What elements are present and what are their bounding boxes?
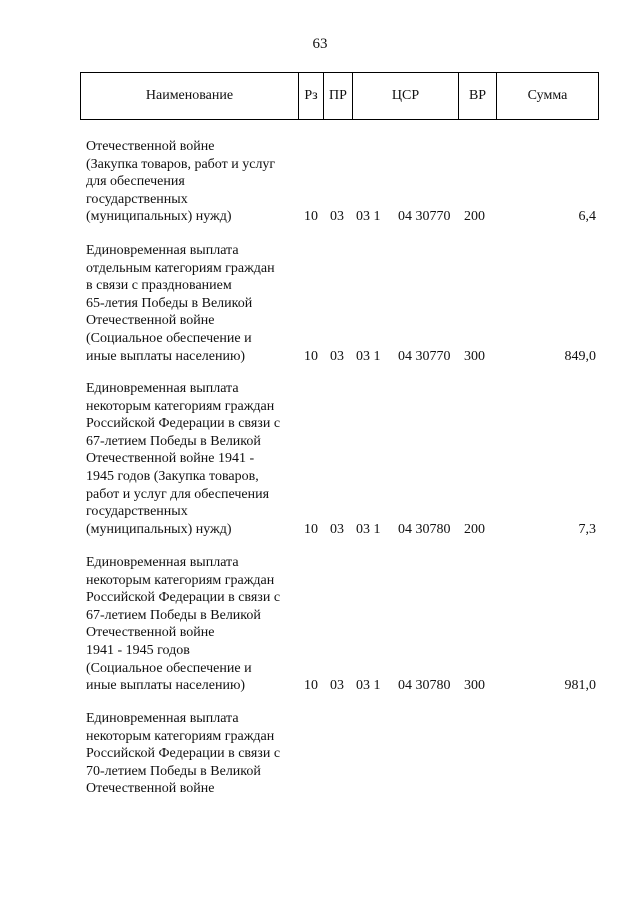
cell-rz: 10	[304, 209, 318, 225]
cell-csr-code: 04 30770	[398, 209, 451, 225]
description-line: иные выплаты населению)	[86, 678, 246, 694]
description-line: некоторым категориям граждан	[86, 728, 275, 744]
description-line: отдельным категориям граждан	[86, 260, 275, 276]
description-line: 65-летия Победы в Великой	[86, 295, 253, 311]
description-line: государственных	[86, 191, 188, 207]
table-row	[86, 242, 600, 365]
table-header	[80, 72, 599, 120]
table-row	[86, 710, 600, 798]
description-line: Российской Федерации в связи с	[86, 590, 281, 606]
description-line: 67-летием Победы в Великой	[86, 433, 261, 449]
cell-pr: 03	[330, 209, 344, 225]
header-name: Наименование	[81, 73, 299, 119]
cell-sum: 7,3	[578, 521, 596, 537]
cell-csr-program: 03 1	[356, 521, 381, 537]
description-line: (Социальное обеспечение и	[86, 330, 252, 346]
description-line: (муниципальных) нужд)	[86, 521, 232, 537]
description-line: (Закупка товаров, работ и услуг	[86, 156, 276, 172]
cell-rz: 10	[304, 678, 318, 694]
row-description	[86, 380, 298, 538]
row-codes	[86, 521, 600, 539]
cell-sum: 6,4	[578, 209, 596, 225]
description-line: Отечественной войне	[86, 781, 215, 797]
page-number: 63	[312, 36, 328, 52]
row-description	[86, 710, 298, 798]
cell-csr-program: 03 1	[356, 678, 381, 694]
description-line: Единовременная выплата	[86, 555, 239, 570]
cell-vr: 200	[464, 521, 485, 537]
header-sum: Сумма	[527, 88, 568, 103]
cell-csr-code: 04 30780	[398, 521, 451, 537]
description-line: 1941 - 1945 годов	[86, 642, 190, 658]
cell-rz: 10	[304, 348, 318, 364]
description-line: Отечественной войне 1941 -	[86, 451, 255, 467]
description-line: Отечественной войне	[86, 139, 215, 154]
table-row	[86, 380, 600, 538]
cell-csr-code: 04 30770	[398, 348, 451, 364]
table-row	[86, 554, 600, 695]
cell-vr: 200	[464, 209, 485, 225]
description-line: Единовременная выплата	[86, 381, 239, 396]
header-rz: Рз	[299, 73, 324, 119]
row-codes	[86, 348, 600, 366]
description-line: в связи с празднованием	[86, 278, 232, 294]
cell-sum: 981,0	[564, 678, 596, 694]
header-csr: ЦСР	[353, 73, 459, 119]
row-codes	[86, 677, 600, 695]
row-codes	[86, 208, 600, 226]
description-line: государственных	[86, 504, 188, 520]
description-line: некоторым категориям граждан	[86, 398, 275, 414]
description-line: Российской Федерации в связи с	[86, 416, 281, 432]
cell-rz: 10	[304, 521, 318, 537]
description-line: работ и услуг для обеспечения	[86, 486, 270, 502]
header-pr: ПР	[324, 73, 353, 119]
description-line: 70-летием Победы в Великой	[86, 763, 261, 779]
description-line: Единовременная выплата	[86, 243, 239, 258]
description-line: 1945 годов (Закупка товаров,	[86, 468, 259, 484]
cell-pr: 03	[330, 678, 344, 694]
cell-csr-program: 03 1	[356, 348, 381, 364]
cell-csr-program: 03 1	[356, 209, 381, 225]
description-line: 67-летием Победы в Великой	[86, 607, 261, 623]
description-line: (Социальное обеспечение и	[86, 660, 252, 676]
cell-vr: 300	[464, 348, 485, 364]
row-description	[86, 554, 298, 695]
description-line: (муниципальных) нужд)	[86, 209, 232, 225]
header-vr: ВР	[459, 73, 497, 119]
cell-pr: 03	[330, 348, 344, 364]
description-line: Российской Федерации в связи с	[86, 746, 281, 762]
cell-sum: 849,0	[564, 348, 596, 364]
cell-pr: 03	[330, 521, 344, 537]
description-line: Отечественной войне	[86, 625, 215, 641]
description-line: иные выплаты населению)	[86, 348, 246, 364]
description-line: Отечественной войне	[86, 313, 215, 329]
description-line: Единовременная выплата	[86, 711, 239, 726]
table-row	[86, 138, 600, 226]
description-line: для обеспечения	[86, 174, 185, 190]
cell-csr-code: 04 30780	[398, 678, 451, 694]
cell-vr: 300	[464, 678, 485, 694]
description-line: некоторым категориям граждан	[86, 572, 275, 588]
